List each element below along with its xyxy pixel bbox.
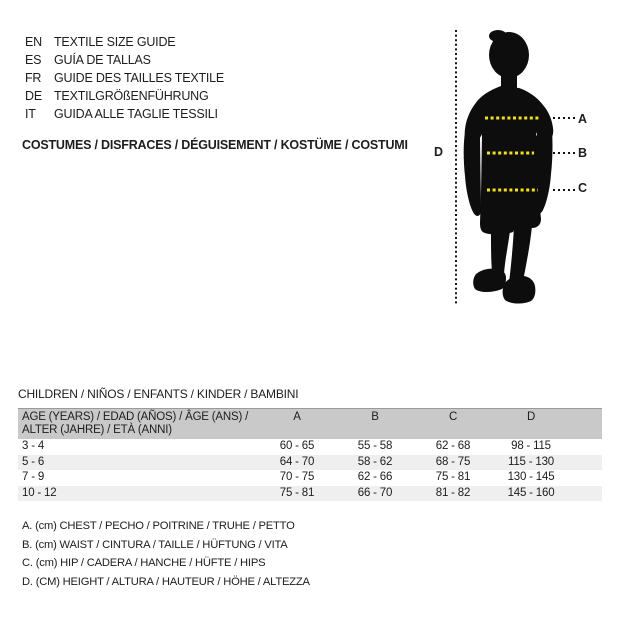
- chest-cell: 75 - 81: [279, 486, 315, 499]
- age-cell: 3 - 4: [22, 440, 45, 452]
- column-header-c: C: [448, 411, 458, 423]
- waist-cell: 62 - 66: [357, 471, 393, 483]
- language-row-it: [25, 105, 224, 123]
- height-cell: 145 - 160: [507, 486, 555, 499]
- table-row: [18, 470, 602, 486]
- language-row-en: [25, 33, 224, 51]
- waist-cell: 55 - 58: [357, 440, 393, 452]
- hip-cell: 75 - 81: [435, 471, 471, 483]
- language-label: TEXTILGRÖßENFÜHRUNG: [54, 89, 209, 103]
- table-row: [18, 439, 602, 455]
- column-header-d: D: [526, 411, 536, 423]
- waist-cell: 58 - 62: [357, 455, 393, 468]
- hip-label: C: [578, 181, 588, 195]
- language-code: IT: [25, 107, 36, 121]
- hip-cell: 81 - 82: [435, 486, 471, 499]
- category-title: COSTUMES / DISFRACES / DÉGUISEMENT / KOSTÜME / COSTUMI: [22, 138, 408, 152]
- legend-waist: B. (cm) WAIST / CINTURA / TAILLE / HÜFTUNG / VITA: [22, 538, 288, 551]
- language-code: FR: [25, 71, 42, 85]
- language-label: GUIDE DES TAILLES TEXTILE: [54, 71, 225, 85]
- child-silhouette: [464, 30, 554, 304]
- child-silhouette-figure: [430, 22, 605, 318]
- language-row-de: [25, 87, 224, 105]
- language-label: GUIDA ALLE TAGLIE TESSILI: [54, 107, 218, 121]
- language-row-fr: [25, 69, 224, 87]
- chest-label: A: [578, 112, 588, 126]
- chest-cell: 70 - 75: [279, 471, 315, 483]
- language-row-es: [25, 51, 224, 69]
- language-code: DE: [25, 89, 42, 103]
- language-code: EN: [25, 35, 42, 49]
- table-row: [18, 486, 602, 502]
- language-label: TEXTILE SIZE GUIDE: [54, 35, 176, 49]
- hip-cell: 68 - 75: [435, 455, 471, 468]
- hip-cell: 62 - 68: [435, 440, 471, 452]
- height-label: D: [434, 145, 444, 159]
- language-code: ES: [25, 53, 42, 67]
- waist-label: B: [578, 146, 588, 160]
- height-cell: 98 - 115: [511, 440, 551, 452]
- age-header-line2: ALTER (JAHRE) / ETÀ (ANNI): [22, 424, 172, 436]
- waist-cell: 66 - 70: [357, 486, 393, 499]
- column-header-b: B: [371, 411, 379, 423]
- height-cell: 130 - 145: [507, 471, 555, 483]
- height-cell: 115 - 130: [508, 455, 554, 468]
- chest-cell: 64 - 70: [279, 455, 315, 468]
- language-label: GUÍA DE TALLAS: [54, 53, 151, 67]
- table-header-row: [18, 408, 602, 439]
- chest-cell: 60 - 65: [279, 440, 315, 452]
- table-row: [18, 455, 602, 471]
- age-cell: 5 - 6: [22, 455, 45, 468]
- children-size-table: [18, 408, 602, 501]
- measurement-legend: [22, 517, 310, 591]
- table-section-title: CHILDREN / NIÑOS / ENFANTS / KINDER / BAMBINI: [18, 387, 299, 401]
- column-header-a: A: [293, 411, 301, 423]
- legend-height: D. (CM) HEIGHT / ALTURA / HAUTEUR / HÖHE / ALTEZZA: [22, 575, 310, 588]
- age-column-header: [18, 409, 258, 439]
- age-cell: 10 - 12: [22, 486, 57, 499]
- age-cell: 7 - 9: [22, 471, 45, 483]
- language-list: [25, 33, 224, 123]
- legend-hip: C. (cm) HIP / CADERA / HANCHE / HÜFTE / HIPS: [22, 557, 266, 570]
- legend-chest: A. (cm) CHEST / PECHO / POITRINE / TRUHE / PETTO: [22, 520, 295, 532]
- age-header-line1: AGE (YEARS) / EDAD (AÑOS) / ÂGE (ANS) /: [22, 411, 249, 423]
